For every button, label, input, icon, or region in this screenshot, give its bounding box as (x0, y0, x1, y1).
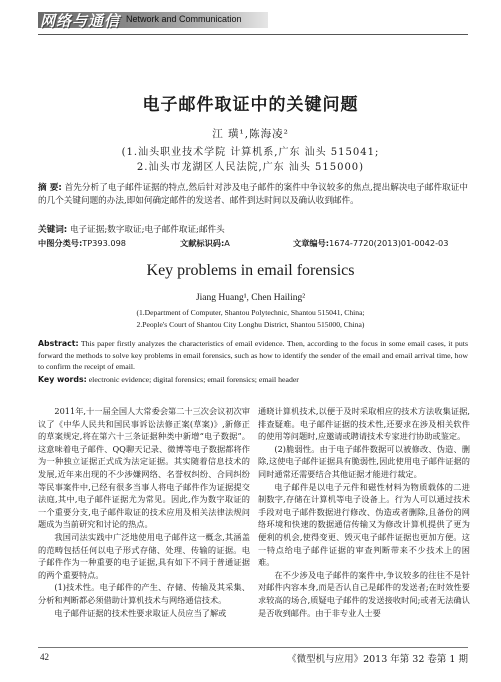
paper-title-cn: 电子邮件取证中的关键问题 (142, 95, 359, 115)
affiliation-cn-2: 2.汕头市龙湖区人民法院,广东 汕头 515000) (136, 162, 365, 173)
abstract-cn-label: 摘 要: (38, 183, 62, 193)
abstract-cn-text: 首先分析了电子邮件证据的特点,然后针对涉及电子邮件的案件中争议较多的焦点,提出解决电子邮件取证中的几个关键问题的办法,即如何确定邮件的发送者、邮件到达时间以及确认收到邮件。 (38, 183, 469, 206)
body-paragraph: 电子邮件是以电子元件和磁性材料为物质载体的二进制数字,存储在计算机等电子设备上。行为人可以通过技术手段对电子邮件数据进行修改、伪造或者删除,且备份的网络环境和快速的数据通信传输又为修改计算机提供了更为便利的机会,使得变更、毁灭电子邮件证据也更加方便。这一特点给电子邮件证据的审查判断带来不少技术上的困难。 (258, 481, 470, 568)
body-paragraph: 在不少涉及电子邮件的案件中,争议较多的往往不是针对邮件内容本身,而是否认自己是邮件的发送者;在时效性要求较高的场合,质疑电子邮件的发送接收时间;或者无法确认是否收到邮件。由于非专业人士要 (258, 569, 470, 618)
doc-code (180, 238, 230, 249)
body-paragraph: (1)技术性。电子邮件的产生、存储、传输及其采集、分析和判断都必须借助计算机技术与网络通信技术。 (38, 582, 250, 605)
abstract-en-text: This paper firstly analyzes the characteristics of email evidence. Then, according to the focus in some email cases, it puts forward the methods to solve key problems in email forensics, such as how to identify the sender of the email and email arrival time, how to confirm the receipt of email. (38, 339, 468, 371)
keywords-en-text: electronic evidence; digital forensics; email forensics; email header (88, 375, 299, 384)
abstract-en-label: Abstract: (38, 339, 79, 348)
keywords-cn-text: 电子证据;数字取证;电子邮件取证;邮件头 (69, 225, 225, 235)
doc-value: A (224, 238, 230, 248)
keywords-cn (38, 223, 468, 235)
affiliation-en-1: (1.Department of Computer, Shantou Polytechnic, Shantou 515041, China; (136, 308, 365, 317)
abstract-en (38, 338, 468, 373)
keywords-en (38, 375, 468, 384)
affiliation-cn-1: (1.汕头职业技术学院 计算机系,广东 汕头 515041; (121, 147, 380, 158)
body-paragraph: 电子邮件证据的技术性要求取证人员应当了解或 (54, 607, 227, 618)
body-column-left (38, 405, 250, 619)
body-paragraph: 我国司法实践中广泛地使用电子邮件这一概念,其涵盖的范畴包括任何以电子形式存储、处理、传输的证据。电子邮件作为一种重要的电子证据,具有如下不同于普通证据的两个重要特点。 (38, 531, 250, 580)
authors-cn: 江 璜¹,陈海凌² (212, 128, 289, 140)
section-title-en: Network and Communication (126, 14, 242, 24)
clc-label: 中图分类号: (38, 238, 83, 248)
keywords-cn-label: 关键词: (38, 225, 68, 235)
running-header (0, 0, 501, 40)
header-rule (38, 34, 468, 35)
doc-label: 文献标识码: (180, 238, 225, 248)
abstract-cn (38, 182, 468, 208)
body-paragraph: (2)脆弱性。由于电子邮件数据可以被修改、伪造、删除,这使电子邮件证据具有脆弱性,因此使用电子邮件证据的同时通常还需要结合其他证据才能进行裁定。 (258, 443, 470, 479)
page-number: 42 (40, 652, 49, 662)
article-number (293, 238, 448, 249)
body-paragraph: 通晓计算机技术,以便于及时采取相应的技术方法收集证据,排查疑难。电子邮件证据的技术性,还要求在涉及相关软件的使用等问题时,应邀请或聘请技术专家进行协助或鉴定。 (258, 406, 470, 442)
clc-value: TP393.098 (82, 238, 127, 248)
clc-number (38, 238, 126, 249)
footer-rule (38, 647, 468, 648)
keywords-en-label: Key words: (38, 375, 87, 384)
body-column-right (258, 405, 470, 619)
affiliation-en-2: 2.People's Court of Shantou City Longhu District, Shantou 515000, China) (136, 320, 365, 329)
art-label: 文章编号: (293, 238, 330, 248)
journal-citation: 《微型机与应用》2013 年第 32 卷第 1 期 (287, 654, 468, 665)
body-paragraph: 2011年,十一届全国人大常委会第二十三次会议初次审议了《中华人民共和国民事诉讼法修正案(草案)》,新修正的草案规定,将在第六十三条证据种类中新增“电子数据”。这意味着电子邮件、QQ聊天记录、微博等电子数据都将作为一种独立证据正式成为法定证据。其实随着信息技术的发展,近年来出现的不少涉嫌网络、名誉权纠纷、合同纠纷等民事案件中,已经有很多当事人将电子邮件作为证据提交法庭,其中,电子邮件证据尤为常见。因此,作为数字取证的一个重要分支,电子邮件取证的技术应用及相关法律法规问题成为当前研究和讨论的热点。 (38, 406, 250, 530)
art-value: 1674-7720(2013)01-0042-03 (329, 238, 449, 248)
authors-en: Jiang Huang¹, Chen Hailing² (195, 293, 306, 303)
section-title-cn: 网络与通信 (40, 12, 121, 30)
paper-title-en: Key problems in email forensics (146, 262, 355, 279)
